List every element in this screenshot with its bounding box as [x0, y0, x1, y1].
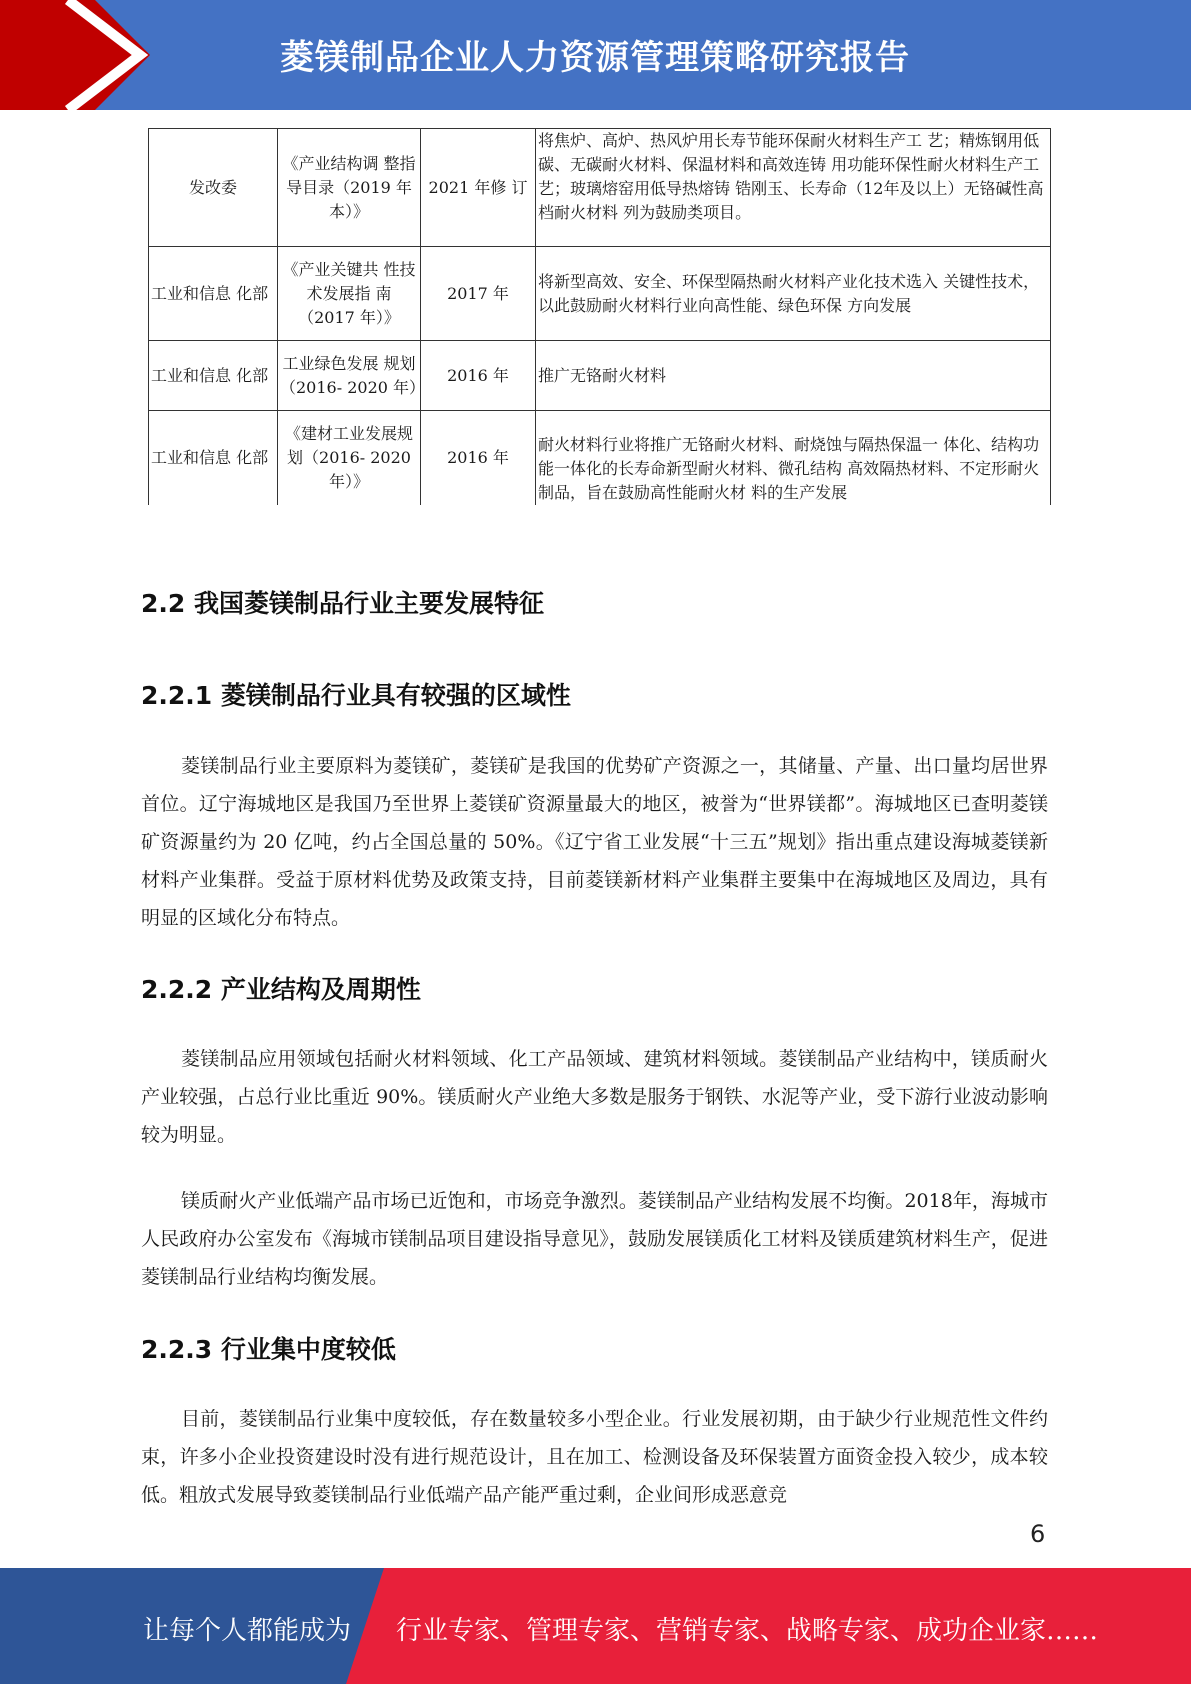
table-row	[149, 247, 1051, 341]
content-cell: 推广无铬耐火材料	[536, 341, 1051, 411]
report-title: 菱镁制品企业人力资源管理策略研究报告	[280, 38, 910, 78]
year-cell: 2021 年修 订	[421, 129, 536, 247]
paragraph: 目前，菱镁制品行业集中度较低，存在数量较多小型企业。行业发展初期，由于缺少行业规范性文件约束，许多小企业投资建设时没有进行规范设计，且在加工、检测设备及环保装置方面资金投入较少，成本较低。粗放式发展导致菱镁制品行业低端产品产能严重过剩，企业间形成恶意竞	[141, 1408, 1048, 1506]
content-cell: 将焦炉、高炉、热风炉用长寿节能环保耐火材料生产工 艺；精炼钢用低碳、无碳耐火材料、保温材料和高效连铸 用功能环保性耐火材料生产工艺；玻璃熔窑用低导热熔铸 锆刚玉、长寿命（12年及以上）无铬碱性高档耐火材料 列为鼓励类项目。	[536, 129, 1051, 247]
year-cell: 2017 年	[421, 247, 536, 341]
year-cell: 2016 年	[421, 341, 536, 411]
doc-cell: 《产业结构调 整指导目录（2019 年本）》	[278, 129, 421, 247]
subsection-heading: 2.2.3 行业集中度较低	[141, 1335, 396, 1364]
content-cell: 耐火材料行业将推广无铬耐火材料、耐烧蚀与隔热保温一 体化、结构功能一体化的长寿命新型耐火材料、微孔结构 高效隔热材料、不定形耐火制品，旨在鼓励高性能耐火材 料的生产发展	[536, 411, 1051, 505]
dept-cell: 工业和信息 化部	[149, 341, 278, 411]
subsection-heading: 2.2.1 菱镁制品行业具有较强的区域性	[141, 681, 571, 710]
policy-table	[148, 128, 1051, 505]
doc-cell: 《产业关键共 性技术发展指 南（2017 年）》	[278, 247, 421, 341]
doc-cell: 工业绿色发展 规划（2016- 2020 年）	[278, 341, 421, 411]
subsection-heading: 2.2.2 产业结构及周期性	[141, 975, 421, 1004]
paragraph: 菱镁制品行业主要原料为菱镁矿，菱镁矿是我国的优势矿产资源之一，其储量、产量、出口量均居世界首位。辽宁海城地区是我国乃至世界上菱镁矿资源量最大的地区，被誉为“世界镁都”。海城地区已查明菱镁矿资源量约为 20 亿吨，约占全国总量的 50%。《辽宁省工业发展“十三五”规划》指出重点建设海城菱镁新材料产业集群。受益于原材料优势及政策支持，目前菱镁新材料产业集群主要集中在海城地区及周边，具有明显的区域化分布特点。	[141, 755, 1048, 929]
page-number: 6	[1030, 1520, 1046, 1548]
dept-cell: 工业和信息 化部	[149, 411, 278, 505]
page-footer	[0, 1568, 1191, 1684]
paragraph: 菱镁制品应用领域包括耐火材料领域、化工产品领域、建筑材料领域。菱镁制品产业结构中，镁质耐火产业较强，占总行业比重近 90%。镁质耐火产业绝大多数是服务于钢铁、水泥等产业，受下游行业波动影响较为明显。	[141, 1048, 1048, 1146]
table-row	[149, 129, 1051, 247]
page-header	[0, 0, 1191, 110]
paragraph: 镁质耐火产业低端产品市场已近饱和，市场竞争激烈。菱镁制品产业结构发展不均衡。2018年，海城市人民政府办公室发布《海城市镁制品项目建设指导意见》，鼓励发展镁质化工材料及镁质建筑材料生产，促进菱镁制品行业结构均衡发展。	[141, 1190, 1048, 1288]
table-row	[149, 411, 1051, 505]
year-cell: 2016 年	[421, 411, 536, 505]
footer-slogan-left: 让每个人都能成为	[143, 1616, 352, 1646]
dept-cell: 工业和信息 化部	[149, 247, 278, 341]
footer-slogan-right: 行业专家、管理专家、营销专家、战略专家、成功企业家……	[396, 1616, 1099, 1646]
content-cell: 将新型高效、安全、环保型隔热耐火材料产业化技术选入 关键性技术，以此鼓励耐火材料行业向高性能、绿色环保 方向发展	[536, 247, 1051, 341]
section-heading: 2.2 我国菱镁制品行业主要发展特征	[141, 589, 544, 618]
dept-cell: 发改委	[149, 129, 278, 247]
doc-cell: 《建材工业发展规划（2016- 2020 年）》	[278, 411, 421, 505]
table-row	[149, 341, 1051, 411]
